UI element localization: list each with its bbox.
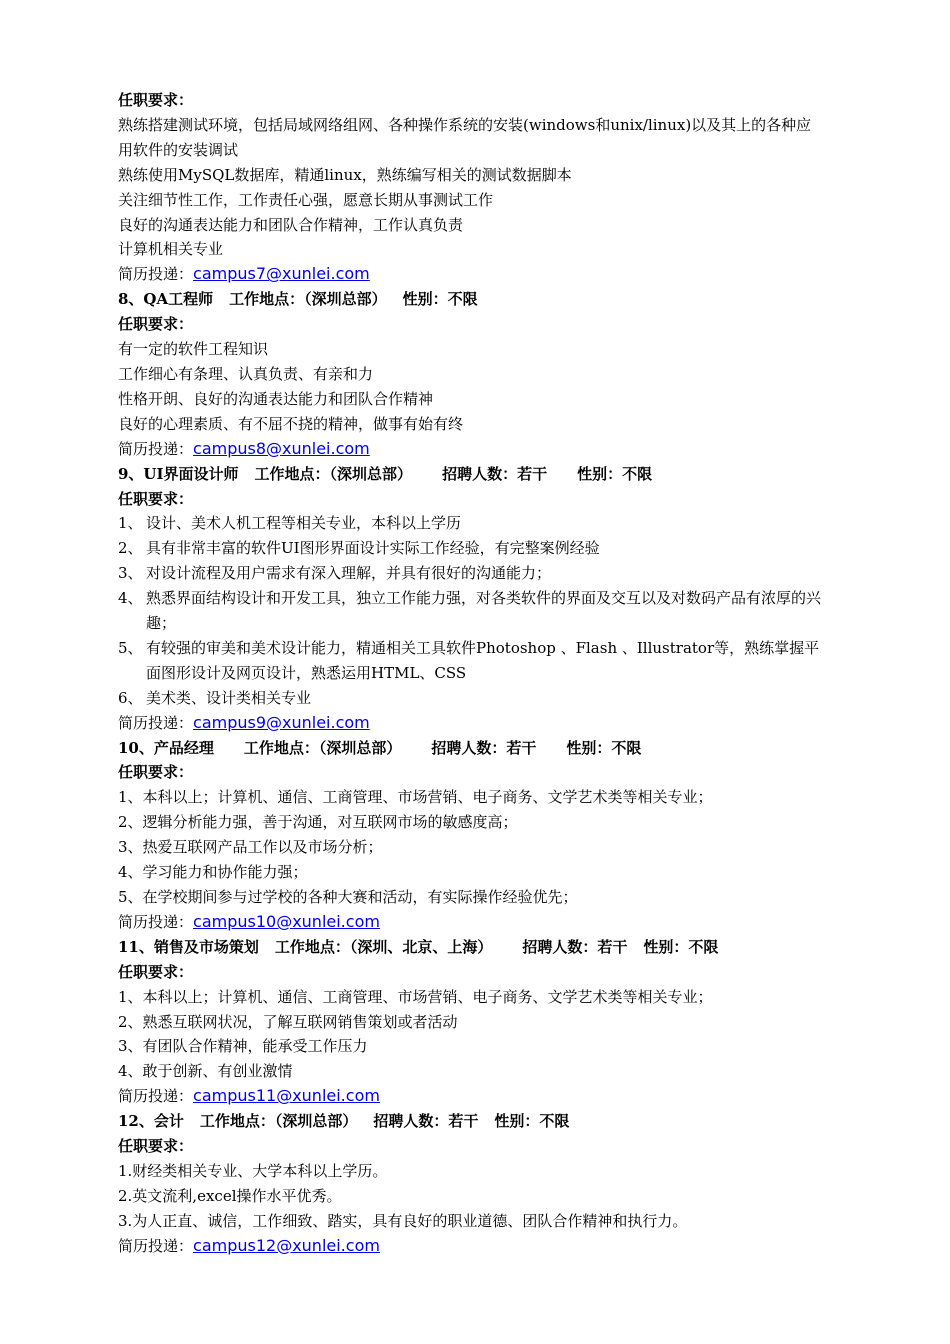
job-gender: 性别：不限 <box>402 290 478 309</box>
requirement-line: 熟练搭建测试环境，包括局域网络组网、各种操作系统的安装(windows和unix/linux)以及其上的各种应用软件的安装调试 <box>118 115 812 159</box>
resume-label: 简历投递： <box>118 265 194 284</box>
item-text: 美术类、设计类相关专业 <box>146 688 312 707</box>
resume-label: 简历投递： <box>118 912 194 931</box>
requirement-line: 5、在学校期间参与过学校的各种大赛和活动，有实际操作经验优先； <box>118 888 578 906</box>
job-header <box>118 287 824 312</box>
resume-line <box>118 910 824 935</box>
job-headcount: 招聘人数：若干 <box>373 1112 479 1131</box>
requirement-line: 3、热爱互联网产品工作以及市场分析； <box>118 838 383 857</box>
email-link[interactable]: campus12@xunlei.com <box>193 1235 380 1255</box>
requirement-line: 1、本科以上；计算机、通信、工商管理、市场营销、电子商务、文学艺术类等相关专业； <box>118 788 713 807</box>
requirement-line: 1、本科以上；计算机、通信、工商管理、市场营销、电子商务、文学艺术类等相关专业； <box>118 987 713 1006</box>
requirement-line: 2、熟悉互联网状况，了解互联网销售策划或者活动 <box>118 1012 458 1031</box>
resume-line <box>118 1234 824 1259</box>
job-title: 11、销售及市场策划 <box>118 937 259 956</box>
job-gender: 性别：不限 <box>494 1112 570 1131</box>
job-headcount: 招聘人数：若干 <box>442 464 548 483</box>
item-number: 2、 <box>118 539 143 558</box>
item-number: 6、 <box>118 688 143 707</box>
job-gender: 性别：不限 <box>566 738 642 757</box>
numbered-item <box>118 586 824 636</box>
numbered-item <box>118 511 824 536</box>
job-title: 10、产品经理 <box>118 738 214 757</box>
requirement-line: 良好的心理素质、有不屈不挠的精神，做事有始有终 <box>118 414 464 433</box>
item-text: 对设计流程及用户需求有深入理解，并具有很好的沟通能力； <box>146 564 552 583</box>
resume-line <box>118 437 824 462</box>
numbered-item <box>118 561 824 586</box>
job-header <box>118 1109 824 1134</box>
email-link[interactable]: campus11@xunlei.com <box>193 1086 380 1106</box>
requirements-label: 任职要求： <box>118 91 194 109</box>
requirement-line: 关注细节性工作，工作责任心强，愿意长期从事测试工作 <box>118 190 494 209</box>
item-text: 熟悉界面结构设计和开发工具，独立工作能力强，对各类软件的界面及交互以及对数码产品有浓厚的兴趣； <box>146 589 822 633</box>
job-gender: 性别：不限 <box>643 937 719 956</box>
requirement-line: 2、逻辑分析能力强，善于沟通，对互联网市场的敏感度高； <box>118 813 518 832</box>
requirement-line: 3.为人正直、诚信，工作细致、踏实，具有良好的职业道德、团队合作精神和执行力。 <box>118 1211 688 1230</box>
numbered-item <box>118 686 824 711</box>
requirement-line: 4、学习能力和协作能力强； <box>118 863 308 882</box>
requirements-label: 任职要求： <box>118 1137 194 1156</box>
email-link[interactable]: campus10@xunlei.com <box>193 911 380 931</box>
job-location: 工作地点：（深圳、北京、上海） <box>274 937 493 956</box>
job-title: 8、QA工程师 <box>118 290 214 309</box>
email-link[interactable]: campus9@xunlei.com <box>193 712 370 732</box>
requirements-label: 任职要求： <box>118 489 194 508</box>
item-text: 具有非常丰富的软件UI图形界面设计实际工作经验，有完整案例经验 <box>146 539 600 558</box>
item-number: 3、 <box>118 564 143 583</box>
job-title: 9、UI界面设计师 <box>118 464 239 483</box>
resume-label: 简历投递： <box>118 1236 194 1255</box>
resume-label: 简历投递： <box>118 1087 194 1106</box>
item-text: 设计、美术人机工程等相关专业，本科以上学历 <box>146 514 462 533</box>
job-headcount: 招聘人数：若干 <box>431 738 537 757</box>
resume-line <box>118 711 824 736</box>
numbered-item <box>118 636 824 686</box>
requirement-line: 4、敢于创新、有创业激情 <box>118 1062 293 1081</box>
requirement-line: 2.英文流利,excel操作水平优秀。 <box>118 1186 342 1205</box>
requirement-line: 1.财经类相关专业、大学本科以上学历。 <box>118 1161 388 1180</box>
requirement-line: 性格开朗、良好的沟通表达能力和团队合作精神 <box>118 389 434 408</box>
numbered-item <box>118 536 824 561</box>
job-header <box>118 736 824 761</box>
job-title: 12、会计 <box>118 1112 184 1131</box>
resume-line <box>118 1084 824 1109</box>
requirement-line: 计算机相关专业 <box>118 240 224 259</box>
job-gender: 性别：不限 <box>577 464 653 483</box>
item-text: 有较强的审美和美术设计能力，精通相关工具软件Photoshop 、Flash 、Illustrator等，熟练掌握平面图形设计及网页设计，熟悉运用HTML、CSS <box>146 638 820 682</box>
email-link[interactable]: campus7@xunlei.com <box>193 264 370 284</box>
job-location: 工作地点：（深圳总部） <box>229 290 387 309</box>
requirement-line: 熟练使用MySQL数据库，精通linux，熟练编写相关的测试数据脚本 <box>118 165 572 184</box>
requirement-line: 良好的沟通表达能力和团队合作精神，工作认真负责 <box>118 215 464 234</box>
resume-line <box>118 262 824 287</box>
job-location: 工作地点：（深圳总部） <box>254 464 413 483</box>
item-number: 4、 <box>118 589 143 608</box>
job-header <box>118 462 824 487</box>
requirements-label: 任职要求： <box>118 315 194 334</box>
item-number: 5、 <box>118 638 143 657</box>
job-headcount: 招聘人数：若干 <box>522 937 628 956</box>
requirements-label: 任职要求： <box>118 962 194 981</box>
resume-label: 简历投递： <box>118 439 194 458</box>
item-number: 1、 <box>118 514 143 533</box>
resume-label: 简历投递： <box>118 713 194 732</box>
email-link[interactable]: campus8@xunlei.com <box>193 438 370 458</box>
requirement-line: 有一定的软件工程知识 <box>118 340 269 359</box>
job-location: 工作地点：（深圳总部） <box>243 738 402 757</box>
job-location: 工作地点：（深圳总部） <box>199 1112 358 1131</box>
requirements-label: 任职要求： <box>118 763 194 782</box>
requirement-line: 3、有团队合作精神，能承受工作压力 <box>118 1037 368 1056</box>
requirement-line: 工作细心有条理、认真负责、有亲和力 <box>118 364 374 383</box>
document-page <box>118 88 824 1259</box>
job-header <box>118 935 824 960</box>
